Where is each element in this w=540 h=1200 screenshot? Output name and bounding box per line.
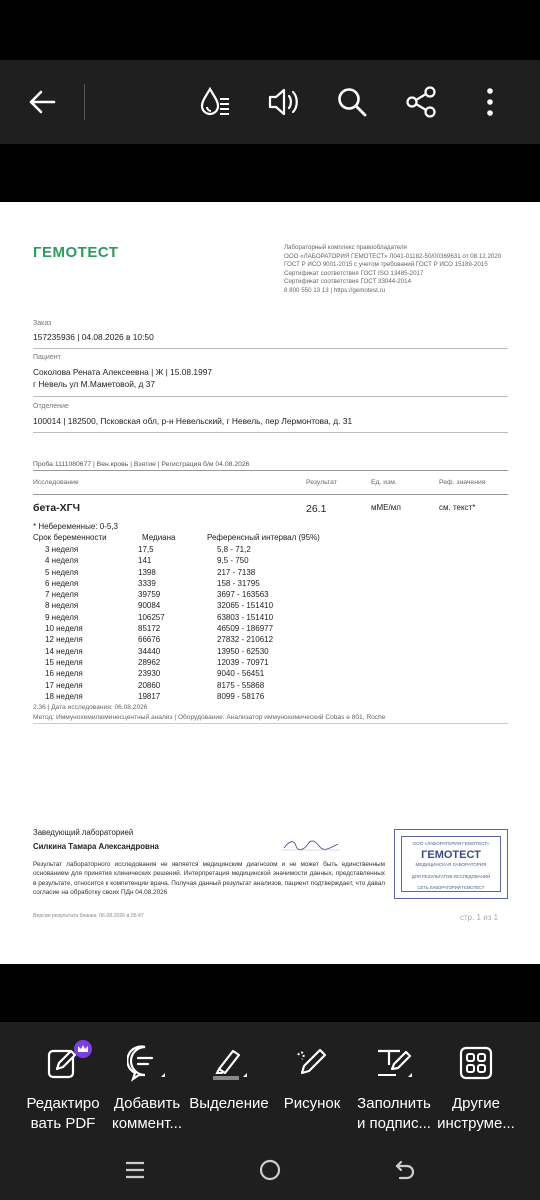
department-value: 100014 | 182500, Псковская обл, р-н Невельский, г Невель, пер Лермонтова, д. 31 bbox=[33, 416, 353, 426]
col-test: Исследование bbox=[33, 479, 79, 486]
week-term-cell: 18 неделя bbox=[45, 691, 83, 701]
fill-sign-label: Заполнить и подпис... bbox=[357, 1095, 431, 1132]
divider bbox=[33, 494, 508, 495]
header-line: ООО «ЛАБОРАТОРИЯ ГЕМОТЕСТ» Л041-01182-50/00369631 от 08.12.2020 bbox=[284, 252, 502, 260]
week-median-cell: 90084 bbox=[138, 601, 161, 611]
liquid-mode-icon[interactable] bbox=[197, 84, 233, 120]
header-interval: Референсный интервал (95%) bbox=[207, 533, 320, 542]
week-term-cell: 3 неделя bbox=[45, 545, 79, 554]
col-unit: Ед. изм. bbox=[371, 479, 397, 486]
week-interval-cell: 12039 - 70971 bbox=[217, 657, 269, 667]
study-date: 2.36 | Дата исследования: 06.08.2026 bbox=[33, 704, 148, 711]
home-icon[interactable] bbox=[252, 1152, 288, 1188]
week-median-cell: 17,5 bbox=[138, 545, 154, 554]
week-interval-cell: 32065 - 151410 bbox=[217, 601, 274, 611]
premium-badge-icon bbox=[74, 1040, 92, 1058]
week-term-cell: 15 неделя bbox=[45, 657, 83, 667]
week-interval-cell: 5,8 - 71,2 bbox=[217, 545, 251, 554]
highlight-label: Выделение bbox=[189, 1095, 269, 1112]
highlight-button[interactable] bbox=[184, 1038, 274, 1114]
header-term: Срок беременности bbox=[33, 533, 107, 542]
edit-pdf-icon bbox=[18, 1038, 108, 1088]
edit-pdf-button[interactable] bbox=[18, 1038, 108, 1134]
arrow-left-icon[interactable] bbox=[24, 84, 60, 120]
test-ref: см. текст* bbox=[439, 503, 476, 512]
gemotest-logo: ГЕМОТЕСТ bbox=[33, 244, 119, 261]
lab-stamp bbox=[394, 829, 508, 899]
test-name: бета-ХГЧ bbox=[33, 502, 80, 514]
week-term-cell: 5 неделя bbox=[45, 567, 79, 577]
draw-label: Рисунок bbox=[283, 1095, 341, 1112]
toolbar-divider bbox=[84, 84, 85, 120]
grid-tools-icon bbox=[431, 1038, 521, 1088]
week-term-cell: 8 неделя bbox=[45, 601, 79, 611]
comment-icon bbox=[102, 1038, 192, 1088]
speaker-icon[interactable] bbox=[265, 84, 301, 120]
system-nav-bar bbox=[0, 1140, 540, 1200]
week-term-cell: 14 неделя bbox=[45, 646, 83, 656]
week-median-cell: 85172 bbox=[138, 624, 161, 634]
week-term-cell: 4 неделя bbox=[45, 556, 79, 566]
weeks-term-column bbox=[45, 544, 83, 702]
week-interval-cell: 158 - 31795 bbox=[217, 578, 260, 588]
test-unit: мМЕ/мл bbox=[371, 503, 401, 512]
week-median-cell: 28962 bbox=[138, 657, 161, 667]
week-interval-cell: 27832 - 210612 bbox=[217, 635, 274, 645]
more-vertical-icon[interactable] bbox=[472, 84, 508, 120]
divider bbox=[33, 396, 508, 397]
other-tools-label: Другие инструме... bbox=[437, 1095, 515, 1132]
highlighter-icon bbox=[184, 1038, 274, 1088]
divider bbox=[33, 432, 508, 433]
divider bbox=[33, 723, 508, 724]
week-term-cell: 9 неделя bbox=[45, 612, 79, 622]
header-line: 8 800 550 13 13 | https://gemotest.ru bbox=[284, 286, 386, 294]
page-number: стр. 1 из 1 bbox=[460, 913, 499, 922]
week-median-cell: 20860 bbox=[138, 680, 161, 690]
probe-info: Проба 1111080677 | Вен.кровь | Взятие | Регистрация б/м 04.08.2026 bbox=[33, 461, 250, 468]
week-median-cell: 23930 bbox=[138, 669, 161, 679]
head-name: Силкина Тамара Александровна bbox=[33, 842, 159, 851]
signature bbox=[282, 838, 342, 857]
status-bar bbox=[0, 0, 540, 60]
week-median-cell: 39759 bbox=[138, 590, 161, 600]
week-interval-cell: 13950 - 62530 bbox=[217, 646, 269, 656]
week-median-cell: 1398 bbox=[138, 567, 156, 577]
order-value: 157235936 | 04.08.2026 в 10:50 bbox=[33, 332, 154, 342]
header-line: Сертификат соответствия ГОСТ 33044-2014 bbox=[284, 278, 412, 286]
week-interval-cell: 63803 - 151410 bbox=[217, 612, 274, 622]
fill-sign-icon bbox=[349, 1038, 439, 1088]
week-median-cell: 66676 bbox=[138, 635, 161, 645]
header-median: Медиана bbox=[142, 533, 176, 542]
week-term-cell: 16 неделя bbox=[45, 669, 83, 679]
stamp-text: МЕДИЦИНСКАЯ ЛАБОРАТОРИЯ bbox=[415, 862, 487, 867]
top-app-bar bbox=[0, 60, 540, 144]
week-interval-cell: 9040 - 56451 bbox=[217, 669, 265, 679]
week-median-cell: 141 bbox=[138, 556, 152, 566]
header-line: Лабораторный комплекс правообладателя bbox=[284, 244, 407, 251]
share-icon[interactable] bbox=[403, 84, 439, 120]
week-interval-cell: 217 - 7138 bbox=[217, 567, 256, 577]
disclaimer: Результат лабораторного исследования не является медицинским диагнозом и не может быть единственным основанием для принятия клинических решений. Интерпретация медицинской значимости данных, представленных в результате, относится к компетенции врача. Получая данный результат анализов, пациент подтверждает, что давал согласие на обработку своих ПДн 04.08.2026 bbox=[33, 861, 385, 897]
recent-apps-icon[interactable] bbox=[117, 1152, 153, 1188]
lab-header-info bbox=[284, 244, 514, 296]
patient-label: Пациент bbox=[33, 354, 61, 361]
stamp-text: ГЕМОТЕСТ bbox=[421, 849, 481, 861]
week-term-cell: 7 неделя bbox=[45, 590, 79, 600]
viewer-background-bottom bbox=[0, 964, 540, 1022]
stamp-text: ООО «ЛАБОРАТОРИЯ ГЕМОТЕСТ» bbox=[412, 841, 490, 846]
week-term-cell: 6 неделя bbox=[45, 578, 79, 588]
edit-pdf-label: Редактиро вать PDF bbox=[26, 1095, 100, 1132]
bottom-toolbar bbox=[0, 1022, 540, 1140]
week-interval-cell: 9,5 - 750 bbox=[217, 556, 249, 566]
add-comment-label: Добавить коммент... bbox=[111, 1095, 183, 1132]
week-median-cell: 106257 bbox=[138, 612, 165, 622]
other-tools-button[interactable] bbox=[431, 1038, 521, 1134]
note-nonpregnant: * Небеременные: 0-5,3 bbox=[33, 522, 118, 531]
divider bbox=[33, 470, 508, 471]
divider bbox=[33, 348, 508, 349]
weeks-interval-column bbox=[207, 544, 273, 702]
week-interval-cell: 8099 - 58176 bbox=[217, 691, 265, 701]
stamp-text: СЕТЬ ЛАБОРАТОРИЙ ГЕМОТЕСТ bbox=[417, 885, 485, 890]
patient-address: г Невель ул М.Маметовой, д 37 bbox=[33, 379, 156, 389]
week-term-cell: 12 неделя bbox=[45, 635, 83, 645]
test-result: 26.1 bbox=[306, 503, 327, 515]
col-result: Результат bbox=[306, 479, 337, 486]
department-label: Отделение bbox=[33, 403, 69, 410]
week-interval-cell: 46509 - 186977 bbox=[217, 624, 274, 634]
week-median-cell: 3339 bbox=[138, 578, 156, 588]
header-line: Сертификат соответствия ГОСТ ISO 13485-2017 bbox=[284, 269, 424, 277]
patient-name: Соколова Рената Алексеевна | Ж | 15.08.1997 bbox=[33, 367, 213, 377]
col-ref: Реф. значения bbox=[439, 479, 486, 486]
week-term-cell: 10 неделя bbox=[45, 624, 83, 634]
week-median-cell: 34440 bbox=[138, 646, 161, 656]
weeks-median-column bbox=[138, 544, 165, 702]
stamp-text: ДЛЯ РЕЗУЛЬТАТОВ ИССЛЕДОВАНИЙ bbox=[411, 874, 491, 879]
pdf-page[interactable] bbox=[0, 202, 540, 964]
method-info: Метод: Иммунохемилюминесцентный анализ | Оборудование: Анализатор иммунохимический Cobas e 801, Roche bbox=[33, 714, 386, 721]
week-interval-cell: 8175 - 55868 bbox=[217, 680, 265, 690]
order-label: Заказ bbox=[33, 320, 52, 327]
head-title: Заведующий лабораторией bbox=[33, 828, 134, 837]
week-median-cell: 19817 bbox=[138, 691, 161, 701]
pen-draw-icon bbox=[267, 1038, 357, 1088]
back-nav-icon[interactable] bbox=[387, 1152, 423, 1188]
week-interval-cell: 3697 - 163563 bbox=[217, 590, 269, 600]
viewer-background-top bbox=[0, 144, 540, 202]
week-term-cell: 17 неделя bbox=[45, 680, 83, 690]
add-comment-button[interactable] bbox=[102, 1038, 192, 1134]
draw-button[interactable] bbox=[267, 1038, 357, 1114]
fill-sign-button[interactable] bbox=[349, 1038, 439, 1134]
stamp-border bbox=[401, 836, 501, 892]
search-icon[interactable] bbox=[334, 84, 370, 120]
version-info: Версия результата бланка: 06.08.2026 в 05:47 bbox=[33, 913, 144, 919]
header-line: ГОСТ Р ИСО 9001-2015 с учетом требований ГОСТ Р ИСО 15189-2015 bbox=[284, 261, 488, 269]
